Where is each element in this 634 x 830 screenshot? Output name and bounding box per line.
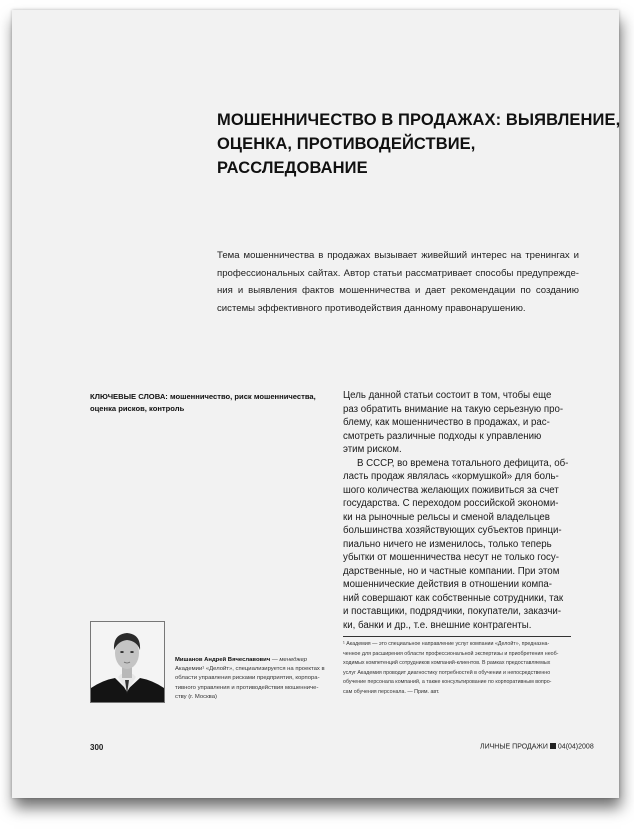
author-photo — [90, 621, 165, 703]
author-line: ству (г. Москва) — [175, 693, 217, 700]
body-line: ний совершают как собственные сотрудники, так — [343, 592, 564, 604]
magazine-page — [12, 10, 619, 798]
article-lead — [217, 247, 579, 317]
body-line: ласть продаж являлась «кормушкой» для боль- — [343, 471, 559, 482]
footnote-line: обучение персонала компаний, а также консультирование по корпоративным вопро- — [343, 679, 552, 686]
body-line: шого количества желающих поживиться за счет — [343, 484, 559, 496]
article-body — [343, 389, 583, 632]
body-line: этим риском. — [343, 444, 402, 455]
footnote-line: сам обучения персонала. — Прим. авт. — [343, 688, 440, 695]
article-title — [217, 108, 621, 180]
body-line: блему, как мошенничество в продажах, и рас- — [343, 417, 550, 428]
keywords-block — [90, 391, 330, 415]
body-line: мошеннические действия в отношении компа- — [343, 579, 553, 590]
keywords-line: мошенничество, риск мошенничества, — [167, 392, 316, 401]
running-footer — [480, 743, 594, 751]
lead-line: ния и выявления фактов мошенничества и дает рекомендации по созданию — [217, 285, 579, 296]
body-line: пиально ничего не изменилось, только теперь — [343, 538, 552, 550]
body-line: дарственные, но и частные компании. При этом — [343, 565, 560, 577]
body-line: большинства хозяйствующих субъектов принци- — [343, 525, 562, 536]
footnote-line: ченное для расширения области профессиональной экспертизы и приобретения необ- — [343, 650, 559, 657]
body-line: ки на рыночные рельсы и сменой владельцев — [343, 511, 550, 523]
footnote — [343, 640, 583, 698]
journal-name: ЛИЧНЫЕ ПРОДАЖИ — [480, 743, 548, 751]
body-line: смотреть различные подходы к управлению — [343, 430, 542, 442]
title-line: РАССЛЕДОВАНИЕ — [217, 159, 368, 177]
body-line: раз обратить внимание на такую серьезную про- — [343, 403, 564, 415]
keywords-label: КЛЮЧЕВЫЕ СЛОВА: — [90, 392, 168, 401]
author-line: тивного управления и противодействия мошенниче- — [175, 684, 319, 691]
keywords-line: оценка рисков, контроль — [90, 404, 185, 413]
body-line: Цель данной статьи состоит в том, чтобы еще — [343, 390, 552, 401]
footnote-divider — [343, 636, 571, 637]
author-name: Мишанов Андрей Вячеславович — [175, 657, 271, 663]
body-line: ки, банки и др., т.е. внешние контрагенты. — [343, 619, 532, 631]
footnote-line: ходимых компетенций сотрудников компаний-клиентов. В рамках предоставляемых — [343, 660, 551, 667]
issue-number: 04(04)2008 — [557, 743, 594, 751]
page-number: 300 — [90, 743, 104, 752]
square-bullet-icon — [550, 743, 556, 749]
author-line: области управления рисками предприятия, корпора- — [175, 675, 320, 682]
body-line: В СССР, во времена тотального дефицита, об- — [357, 457, 569, 469]
footnote-line: ¹ Академия — это специальное направление услуг компании «Делойт», предназна- — [343, 641, 550, 647]
title-line: МОШЕННИЧЕСТВО В ПРОДАЖАХ: ВЫЯВЛЕНИЕ, — [217, 111, 621, 129]
body-line: убытки от мошенничества несут не только госу- — [343, 552, 559, 563]
author-portrait-image — [91, 622, 164, 702]
author-line — [175, 656, 335, 665]
author-role: — менеджер — [270, 657, 308, 663]
author-bio — [175, 656, 335, 702]
title-line: ОЦЕНКА, ПРОТИВОДЕЙСТВИЕ, — [217, 135, 476, 153]
footnote-line: услуг Академия проводит диагностику потребностей в обучении и непосредственно — [343, 669, 551, 676]
body-line: государства. С переходом российской экономи- — [343, 498, 559, 509]
author-line: Академии¹ «Делойт», специализируется на проектах в — [175, 666, 325, 673]
lead-line: системы эффективного противодействия данному правонарушению. — [217, 302, 526, 314]
body-line: и поставщики, подрядчики, покупатели, заказчи- — [343, 606, 562, 617]
lead-line: профессиональных сайтах. Автор статьи рассматривает способы предупрежде- — [217, 267, 579, 279]
lead-line: Тема мошенничества в продажах вызывает живейший интерес на тренингах и — [217, 250, 579, 261]
